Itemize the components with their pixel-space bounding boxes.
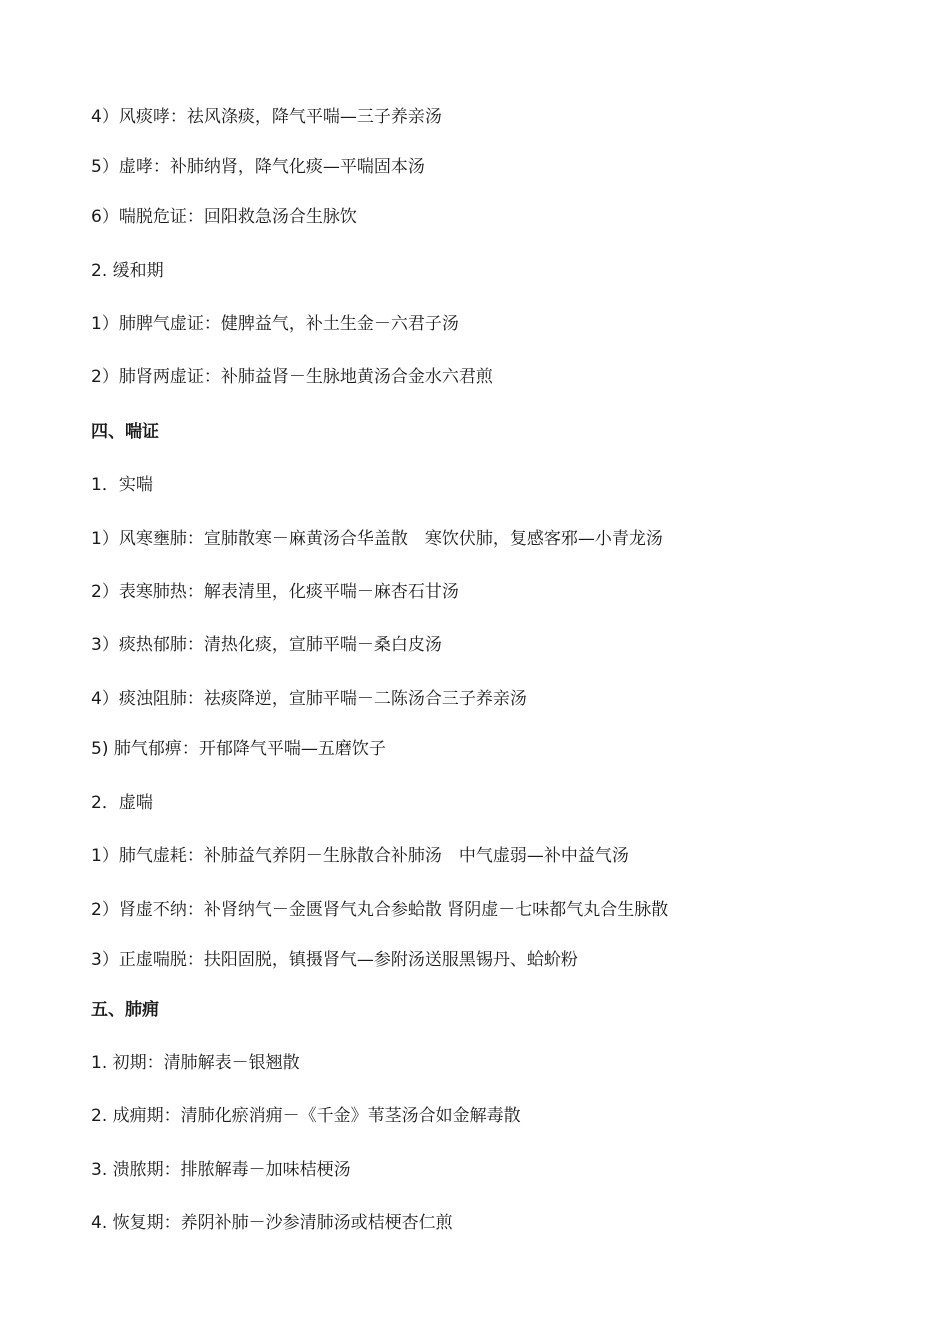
text-line: 1）肺气虚耗：补肺益气养阴－生脉散合补肺汤 中气虚弱—补中益气汤 (91, 846, 629, 866)
section-heading: 四、喘证 (91, 422, 159, 442)
text-line: 1）风寒壅肺：宣肺散寒－麻黄汤合华盖散 寒饮伏肺，复感客邪—小青龙汤 (91, 529, 663, 549)
section-subheading: 1．实喘 (91, 475, 153, 495)
text-line: 4）痰浊阻肺：祛痰降逆，宣肺平喘－二陈汤合三子养亲汤 (91, 689, 527, 709)
text-line: 2）表寒肺热：解表清里，化痰平喘－麻杏石甘汤 (91, 582, 459, 602)
text-line: 2）肾虚不纳：补肾纳气－金匮肾气丸合参蛤散 肾阴虚－七味都气丸合生脉散 (91, 900, 669, 920)
text-line: 3）正虚喘脱：扶阳固脱，镇摄肾气—参附汤送服黑锡丹、蛤蚧粉 (91, 950, 578, 970)
text-line: 1. 初期：清肺解表－银翘散 (91, 1053, 300, 1073)
section-heading: 五、肺痈 (91, 1000, 159, 1020)
text-line: 6）喘脱危证：回阳救急汤合生脉饮 (91, 207, 357, 227)
text-line: 1）肺脾气虚证：健脾益气，补土生金－六君子汤 (91, 314, 459, 334)
text-line: 3. 溃脓期：排脓解毒－加味桔梗汤 (91, 1160, 351, 1180)
text-line: 4. 恢复期：养阴补肺－沙参清肺汤或桔梗杏仁煎 (91, 1213, 453, 1233)
text-line: 4）风痰哮：祛风涤痰，降气平喘—三子养亲汤 (91, 107, 442, 127)
section-subheading: 2. 缓和期 (91, 261, 164, 281)
text-line: 5）虚哮：补肺纳肾，降气化痰—平喘固本汤 (91, 157, 425, 177)
text-line: 2）肺肾两虚证：补肺益肾－生脉地黄汤合金水六君煎 (91, 367, 493, 387)
text-line: 3）痰热郁肺：清热化痰，宣肺平喘－桑白皮汤 (91, 635, 442, 655)
text-line: 5) 肺气郁痹：开郁降气平喘—五磨饮子 (91, 739, 386, 759)
section-subheading: 2．虚喘 (91, 793, 153, 813)
text-line: 2. 成痈期：清肺化瘀消痈－《千金》苇茎汤合如金解毒散 (91, 1106, 521, 1126)
